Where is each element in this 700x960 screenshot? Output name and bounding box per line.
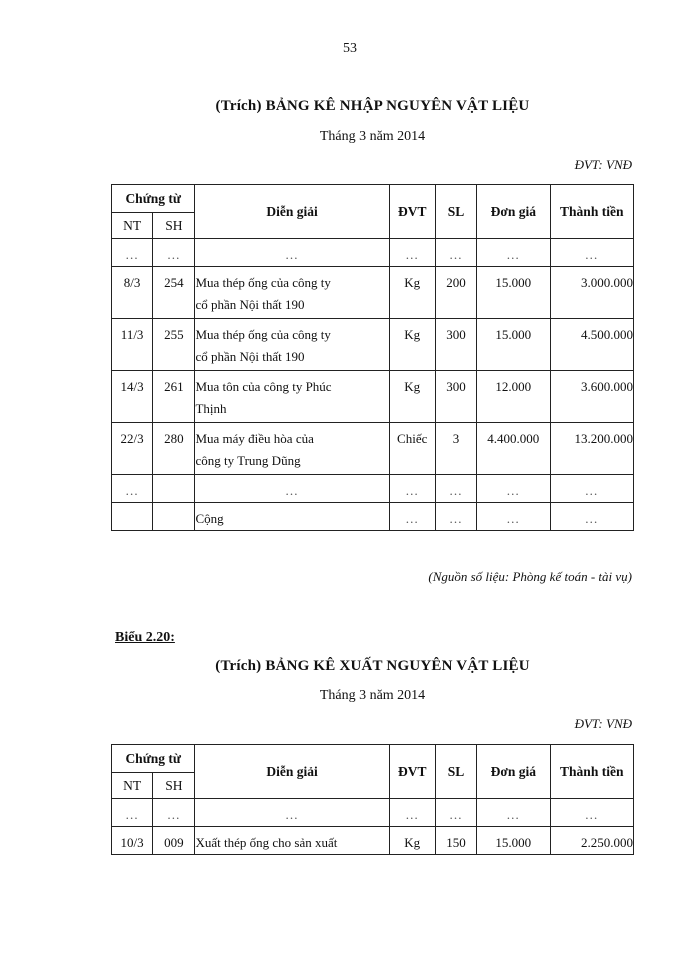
ellipsis-cell: … bbox=[389, 239, 435, 267]
ellipsis-cell: … bbox=[435, 239, 476, 267]
ellipsis-cell: … bbox=[195, 475, 389, 503]
table2-title-text: BẢNG KÊ XUẤT NGUYÊN VẬT LIỆU bbox=[265, 658, 530, 674]
cell-thanh-tien: 4.500.000 bbox=[550, 319, 634, 371]
table2-unit: ĐVT: VNĐ bbox=[574, 716, 632, 731]
cell-sl: 300 bbox=[435, 371, 476, 423]
header-sh: SH bbox=[153, 773, 195, 799]
table2-title-prefix: (Trích) bbox=[215, 658, 262, 674]
export-table bbox=[111, 744, 634, 855]
header-dvt: ĐVT bbox=[389, 185, 435, 239]
table1-title bbox=[0, 98, 700, 115]
ellipsis-cell: … bbox=[112, 799, 153, 827]
cell-sl: 200 bbox=[435, 267, 476, 319]
header-thanh-tien: Thành tiền bbox=[550, 185, 634, 239]
ellipsis-cell: … bbox=[550, 475, 634, 503]
ellipsis-cell: … bbox=[389, 503, 435, 531]
cell-nt: 8/3 bbox=[112, 267, 153, 319]
ellipsis-cell: … bbox=[435, 475, 476, 503]
import-table bbox=[111, 184, 634, 531]
cell-nt: 11/3 bbox=[112, 319, 153, 371]
table-row bbox=[112, 827, 634, 855]
cell-don-gia: 15.000 bbox=[477, 827, 550, 855]
table-total-row bbox=[112, 503, 634, 531]
ellipsis-cell: … bbox=[435, 799, 476, 827]
ellipsis-cell: … bbox=[195, 799, 389, 827]
header-sh: SH bbox=[153, 213, 195, 239]
table-row bbox=[112, 423, 634, 475]
header-don-gia: Đơn giá bbox=[477, 185, 550, 239]
header-dien-giai: Diễn giải bbox=[195, 185, 389, 239]
header-dien-giai: Diễn giải bbox=[195, 745, 389, 799]
header-sl: SL bbox=[435, 185, 476, 239]
header-thanh-tien: Thành tiền bbox=[550, 745, 634, 799]
table-row bbox=[112, 371, 634, 423]
header-nt: NT bbox=[112, 213, 153, 239]
ellipsis-cell: … bbox=[550, 799, 634, 827]
table-row-ellipsis bbox=[112, 239, 634, 267]
table1-unit: ĐVT: VNĐ bbox=[574, 157, 632, 172]
ellipsis-cell: … bbox=[550, 503, 634, 531]
table-row bbox=[112, 319, 634, 371]
ellipsis-cell: … bbox=[153, 239, 195, 267]
cell-don-gia: 15.000 bbox=[477, 267, 550, 319]
header-dvt: ĐVT bbox=[389, 745, 435, 799]
ellipsis-cell: … bbox=[477, 475, 550, 503]
empty-cell bbox=[112, 503, 153, 531]
cell-nt: 10/3 bbox=[112, 827, 153, 855]
ellipsis-cell: … bbox=[112, 239, 153, 267]
cell-don-gia: 12.000 bbox=[477, 371, 550, 423]
cell-sh: 009 bbox=[153, 827, 195, 855]
bieu-label: Biểu 2.20: bbox=[115, 630, 175, 645]
cell-thanh-tien: 3.000.000 bbox=[550, 267, 634, 319]
table-row-ellipsis bbox=[112, 475, 634, 503]
cell-thanh-tien: 3.600.000 bbox=[550, 371, 634, 423]
cell-sl: 3 bbox=[435, 423, 476, 475]
ellipsis-cell: … bbox=[435, 503, 476, 531]
ellipsis-cell: … bbox=[550, 239, 634, 267]
page-number: 53 bbox=[343, 41, 357, 56]
ellipsis-cell: … bbox=[112, 475, 153, 503]
header-chung-tu: Chứng từ bbox=[112, 745, 195, 773]
header-nt: NT bbox=[112, 773, 153, 799]
cell-sh: 261 bbox=[153, 371, 195, 423]
cell-sl: 150 bbox=[435, 827, 476, 855]
cell-sh: 280 bbox=[153, 423, 195, 475]
ellipsis-cell: … bbox=[477, 503, 550, 531]
ellipsis-cell: … bbox=[389, 475, 435, 503]
cell-sh: 254 bbox=[153, 267, 195, 319]
cell-don-gia: 4.400.000 bbox=[477, 423, 550, 475]
table-header-row bbox=[112, 185, 634, 213]
ellipsis-cell: … bbox=[389, 799, 435, 827]
empty-cell bbox=[153, 503, 195, 531]
ellipsis-cell: … bbox=[477, 239, 550, 267]
ellipsis-cell: … bbox=[477, 799, 550, 827]
cell-dien-giai: Mua thép ống của công ty cổ phần Nội thất 190 bbox=[195, 267, 389, 319]
cell-dvt: Kg bbox=[389, 319, 435, 371]
table-row bbox=[112, 267, 634, 319]
cell-nt: 14/3 bbox=[112, 371, 153, 423]
cell-dvt: Kg bbox=[389, 371, 435, 423]
header-don-gia: Đơn giá bbox=[477, 745, 550, 799]
table2-subtitle: Tháng 3 năm 2014 bbox=[319, 688, 426, 703]
ellipsis-cell: … bbox=[195, 239, 389, 267]
table-header-row bbox=[112, 745, 634, 773]
table1-subtitle: Tháng 3 năm 2014 bbox=[319, 129, 426, 144]
header-chung-tu: Chứng từ bbox=[112, 185, 195, 213]
cell-sh: 255 bbox=[153, 319, 195, 371]
cell-thanh-tien: 13.200.000 bbox=[550, 423, 634, 475]
table1-title-text: BẢNG KÊ NHẬP NGUYÊN VẬT LIỆU bbox=[265, 98, 530, 114]
cell-dien-giai: Mua máy điều hòa của công ty Trung Dũng bbox=[195, 423, 389, 475]
cell-dien-giai: Xuất thép ống cho sản xuất bbox=[195, 827, 389, 855]
cell-dien-giai: Mua tôn của công ty Phúc Thịnh bbox=[195, 371, 389, 423]
cell-sl: 300 bbox=[435, 319, 476, 371]
empty-cell bbox=[153, 475, 195, 503]
table-row-ellipsis bbox=[112, 799, 634, 827]
cell-dien-giai: Mua thép ống của công ty cổ phần Nội thất 190 bbox=[195, 319, 389, 371]
table1-title-prefix: (Trích) bbox=[215, 98, 262, 114]
cell-dvt: Kg bbox=[389, 267, 435, 319]
table2-title bbox=[0, 658, 700, 675]
table1-source: (Nguồn số liệu: Phòng kế toán - tài vụ) bbox=[428, 569, 632, 584]
header-sl: SL bbox=[435, 745, 476, 799]
ellipsis-cell: … bbox=[153, 799, 195, 827]
cell-nt: 22/3 bbox=[112, 423, 153, 475]
cell-thanh-tien: 2.250.000 bbox=[550, 827, 634, 855]
total-label: Cộng bbox=[195, 503, 389, 531]
cell-don-gia: 15.000 bbox=[477, 319, 550, 371]
cell-dvt: Kg bbox=[389, 827, 435, 855]
cell-dvt: Chiếc bbox=[389, 423, 435, 475]
